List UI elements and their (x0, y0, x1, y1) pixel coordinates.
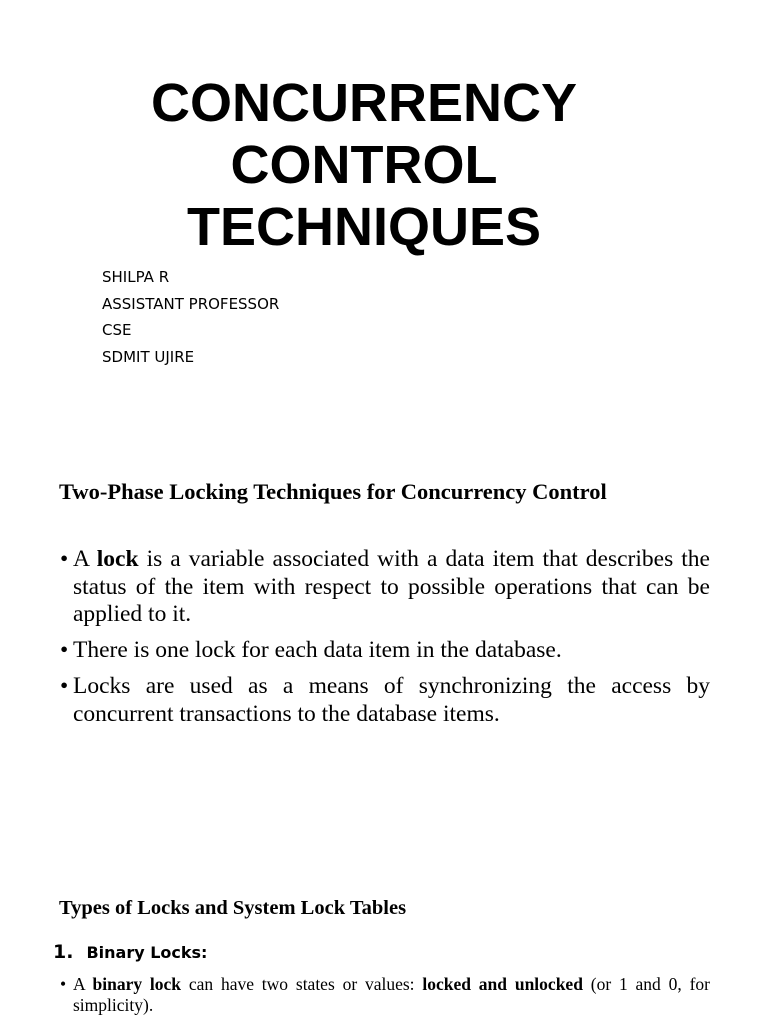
section-heading-two-phase-locking: Two-Phase Locking Techniques for Concurrency Control (59, 479, 607, 504)
document-title (0, 72, 728, 258)
text-bold-binary-lock: binary lock (92, 974, 182, 994)
bullet-item (60, 673, 710, 728)
bullet-item (60, 546, 710, 629)
bullet-list (60, 546, 710, 737)
bullet-marker: • (60, 673, 69, 699)
bullet-item (60, 637, 710, 665)
text-pre: A (73, 974, 93, 994)
bullet-marker: • (60, 637, 69, 663)
text-mid: can have two states or values: (181, 974, 423, 994)
item-number: 1. (53, 941, 74, 963)
binary-lock-text (60, 974, 710, 1016)
item-label: Binary Locks: (86, 943, 208, 962)
author-department: CSE (102, 321, 132, 339)
bullet-marker: • (60, 974, 67, 994)
bullet-text: There is one lock for each data item in the database. (73, 637, 562, 663)
bullet-text-post: is a variable associated with a data item that describes the status of the item with respect to possible operations that can be applied to it. (73, 546, 710, 627)
title-line-3: TECHNIQUES (186, 197, 542, 257)
author-institution: SDMIT UJIRE (102, 347, 195, 366)
binary-lock-bullet (60, 974, 710, 1016)
bullet-text: Locks are used as a means of synchronizing the access by concurrent transactions to the database items. (73, 673, 710, 727)
title-line-2: CONTROL (230, 135, 498, 195)
bullet-text-bold: lock (96, 546, 139, 572)
author-block (102, 264, 279, 370)
bullet-text-pre: A (73, 546, 97, 572)
title-line-1: CONCURRENCY (150, 73, 577, 133)
text-bold-states: locked and unlocked (422, 974, 583, 994)
bullet-marker: • (60, 546, 69, 572)
author-position: ASSISTANT PROFESSOR (102, 294, 280, 313)
author-name: SHILPA R (102, 268, 170, 286)
numbered-item-binary-locks (53, 941, 207, 963)
text-post: (or 1 and 0, for simplicity). (73, 974, 710, 1015)
section-heading-lock-types: Types of Locks and System Lock Tables (59, 897, 407, 919)
